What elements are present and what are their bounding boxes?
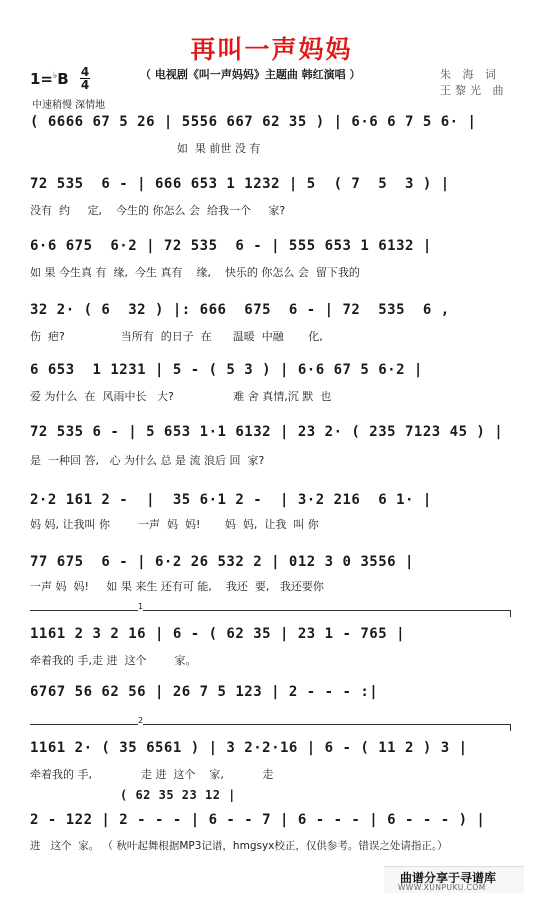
key-prefix: 1= (30, 70, 54, 88)
system-1-notes: ( 6666 67 5 26 | 5556 667 62 35 ) | 6·6 6 7 5 6· | (30, 114, 477, 130)
system-2-notes: 72 535 6 - | 666 653 1 1232 | 5 ( 7 5 3 ) | (30, 176, 450, 192)
system-6-notes: 72 535 6 - | 5 653 1·1 6132 | 23 2· ( 235 7123 45 ) | (30, 424, 504, 440)
volta-bracket-1 (30, 602, 511, 617)
system-1-lyrics: 如 果 前世 没 有 (30, 142, 261, 155)
site-watermark (384, 866, 524, 893)
system-9-notes: 1161 2 3 2 16 | 6 - ( 62 35 | 23 1 - 765 | (30, 626, 406, 642)
meter-top: 4 (80, 65, 90, 79)
system-8-lyrics: 一声 妈 妈! 如 果 来生 还有可 能, 我还 要, 我还要你 (30, 580, 324, 593)
system-3-notes: 6·6 675 6·2 | 72 535 6 - | 555 653 1 6132 | (30, 238, 432, 254)
system-4-notes: 32 2· ( 6 32 ) |: 666 675 6 - | 72 535 6 , (30, 302, 450, 318)
song-source: （ 电视剧《叫一声妈妈》主题曲 韩红演唱 ） (140, 68, 361, 81)
volta-label-1: 1 (138, 602, 144, 611)
time-signature (80, 66, 90, 91)
flat-sign: ♭ (53, 71, 58, 81)
system-12-notes: 2 - 122 | 2 - - - | 6 - - 7 | 6 - - - | 6 - - - ) | (30, 812, 486, 828)
key-signature (30, 70, 69, 88)
volta-bracket-2 (30, 716, 511, 731)
system-8-notes: 77 675 6 - | 6·2 26 532 2 | 012 3 0 3556 | (30, 554, 414, 570)
system-10-notes: 6767 56 62 56 | 26 7 5 123 | 2 - - - :| (30, 684, 379, 700)
system-5-notes: 6 653 1 1231 | 5 - ( 5 3 ) | 6·6 67 5 6·2 | (30, 362, 423, 378)
key-letter: B (57, 70, 69, 88)
volta-label-2: 2 (138, 716, 144, 725)
system-4-lyrics: 伤 疤? 当所有 的日子 在 温暖 中融 化, (30, 330, 323, 343)
system-3-lyrics: 如 果 今生真 有 缘, 今生 真有 缘, 快乐的 你怎么 会 留下我的 (30, 266, 360, 279)
song-title: 再叫一声妈妈 (190, 35, 353, 64)
system-5-lyrics: 爱 为什么 在 风雨中长 大? 难 舍 真情,沉 默 也 (30, 390, 332, 403)
lyricist-credit: 朱 海 词 (440, 68, 500, 81)
composer-credit: 王黎光 曲 (440, 84, 508, 97)
system-9-lyrics: 牵着我的 手,走 进 这个 家。 (30, 654, 197, 667)
system-12-upper-notes: ( 62 35 23 12 | (120, 788, 236, 802)
tempo-marking: 中速稍慢 深情地 (32, 100, 106, 111)
meter-bottom: 4 (80, 78, 90, 92)
watermark-line-1: 曲谱分享于寻谱库 (400, 871, 497, 885)
system-11-notes: 1161 2· ( 35 6561 ) | 3 2·2·16 | 6 - ( 11 2 ) 3 | (30, 740, 468, 756)
system-7-lyrics: 妈 妈, 让我叫 你 一声 妈 妈! 妈 妈, 让我 叫 你 (30, 518, 319, 531)
system-6-lyrics: 是 一种回 答, 心 为什么 总 是 流 浪后 回 家? (30, 454, 265, 467)
system-7-notes: 2·2 161 2 - | 35 6·1 2 - | 3·2 216 6 1· | (30, 492, 432, 508)
watermark-line-2: WWW.XUNPUKU.COM (398, 883, 486, 892)
system-2-lyrics: 没有 约 定, 今生的 你怎么 会 给我一个 家? (30, 204, 286, 217)
system-12-lyrics: 进 这个 家。 （ 秋叶起舞根据MP3记谱，hmgsyx校正，仅供参考。错误之处请指正。） (30, 840, 448, 852)
system-11-lyrics: 牵着我的 手, 走 进 这个 家, 走 (30, 768, 274, 781)
